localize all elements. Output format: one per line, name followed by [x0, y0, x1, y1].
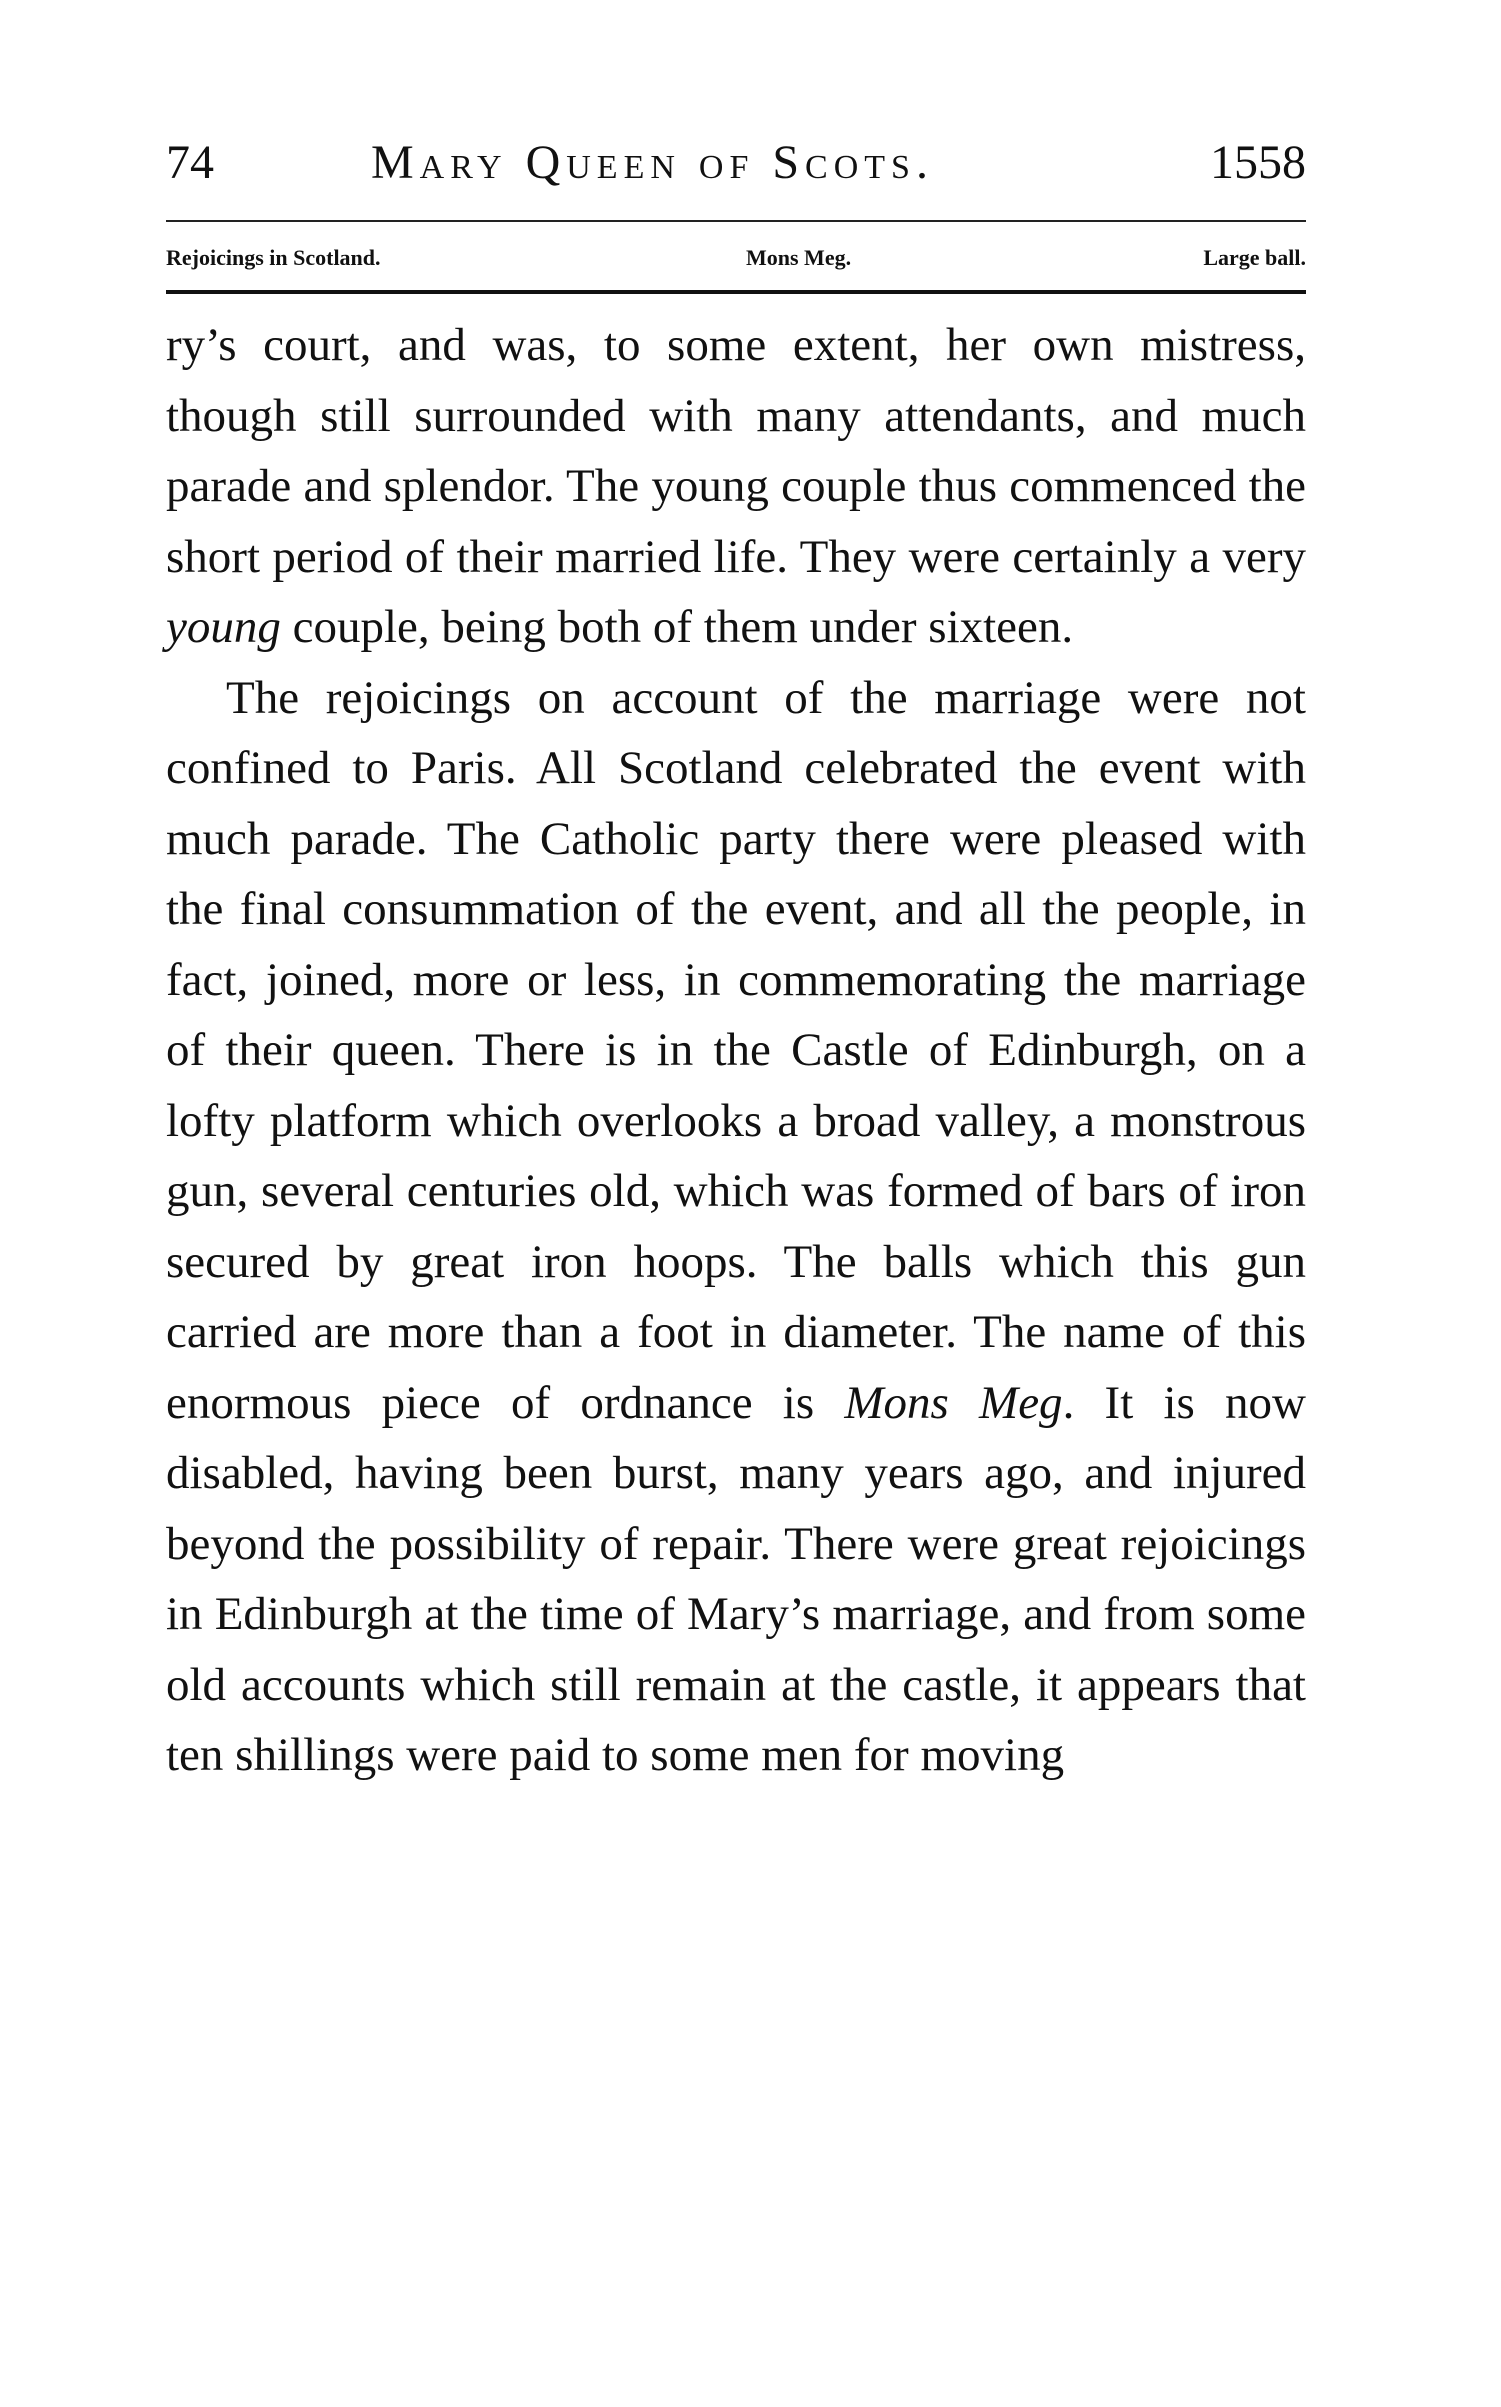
- book-title: Mary Queen of Scots.: [371, 136, 934, 189]
- paragraph-1-text: ry’s court, and was, to some extent, her own mistress, though still surrounded with many attendants, and much parade and splendor. The young couple thus commenced the short period of their married life. They were certainly a very: [166, 319, 1306, 583]
- topic-line: [166, 238, 1306, 278]
- body-text: [166, 310, 1306, 1791]
- year-marker: 1558: [1210, 136, 1306, 189]
- paragraph-1-italic: young: [166, 601, 281, 653]
- header-rule: [166, 220, 1306, 222]
- paragraph-2: [166, 663, 1306, 1791]
- paragraph-2-text: The rejoicings on account of the marriage were not confined to Paris. All Scotland celebrated the event with much parade. The Catholic party there were pleased with the final consummation of the event, and all the people, in fact, joined, more or less, in commemorating the marriage of their queen. There is in the Castle of Edinburgh, on a lofty platform which overlooks a broad valley, a monstrous gun, several centuries old, which was formed of bars of iron secured by great iron hoops. The balls which this gun carried are more than a foot in diameter. The name of this enormous piece of ordnance is: [166, 671, 1306, 1429]
- paragraph-1: [166, 310, 1306, 663]
- running-head: [166, 128, 1306, 198]
- topic-left: Rejoicings in Scotland.: [166, 245, 381, 270]
- paragraph-1-after: couple, being both of them under sixteen.: [280, 601, 1074, 653]
- paragraph-2-italic: Mons Meg: [844, 1376, 1063, 1429]
- topic-center: Mons Meg.: [746, 245, 852, 270]
- topic-rule: [166, 290, 1306, 294]
- topic-right: Large ball.: [1203, 245, 1306, 270]
- page-number: 74: [166, 136, 214, 189]
- paragraph-2-after: . It is now disabled, having been burst, many years ago, and injured beyond the possibility of repair. There were great rejoicings in Edinburgh at the time of Mary’s marriage, and from some old accounts which still remain at the castle, it appears that ten shillings were paid to some men for moving: [166, 1376, 1306, 1781]
